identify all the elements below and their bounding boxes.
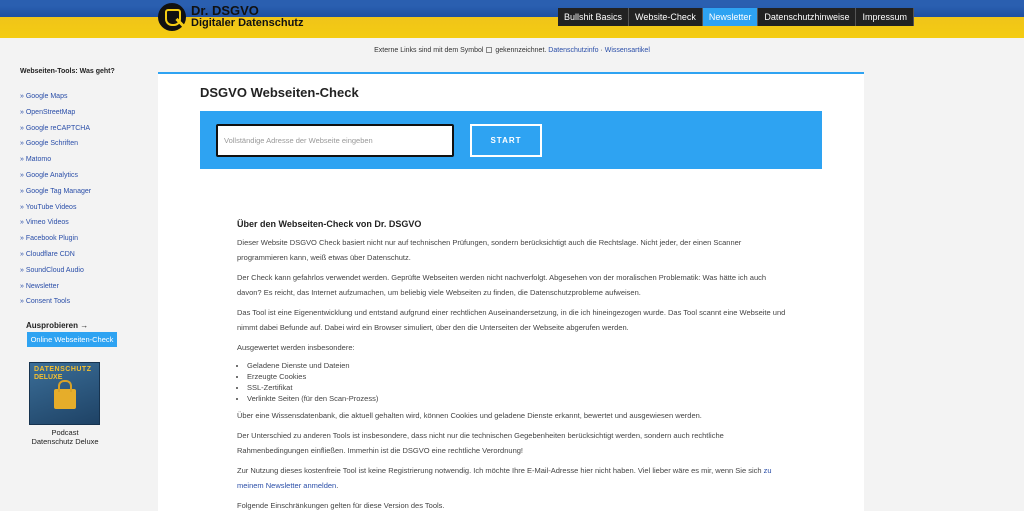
- sidebar-item-google-maps[interactable]: » Google Maps: [20, 93, 68, 100]
- podcast-cover-subtitle: DELUXE: [34, 374, 63, 381]
- paragraph-5: Über eine Wissensdatenbank, die aktuell gehalten wird, können Cookies und geladene Dienste erkannt, bewertet und ausgewiesen werden.: [237, 411, 702, 420]
- external-link-icon: [486, 47, 492, 53]
- external-link-notice: [0, 46, 1024, 54]
- nav-bullshit-basics[interactable]: Bullshit Basics: [558, 8, 629, 26]
- page-title: DSGVO Webseiten-Check: [200, 85, 359, 100]
- sidebar-heading: Webseiten-Tools: Was geht?: [20, 68, 115, 75]
- podcast-caption-line1: Podcast: [51, 428, 79, 437]
- start-button[interactable]: START: [470, 124, 542, 157]
- sidebar-tool-list: [20, 89, 140, 310]
- nav-datenschutzhinweise[interactable]: Datenschutzhinweise: [758, 8, 856, 26]
- sidebar-item-cloudflare-cdn[interactable]: » Cloudflare CDN: [20, 250, 75, 258]
- list-item: • SSL-Zertifikat: [247, 382, 787, 393]
- sidebar-item-google-analytics[interactable]: » Google Analytics: [20, 171, 78, 179]
- article-content: [237, 219, 787, 511]
- main-nav: [558, 8, 914, 26]
- list-item: • Geladene Dienste und Dateien: [247, 360, 787, 371]
- wissensartikel-link[interactable]: Wissensartikel: [604, 47, 650, 54]
- online-check-button[interactable]: Online Webseiten-Check: [27, 332, 117, 347]
- list-item: • Verlinkte Seiten (für den Scan-Prozess): [247, 393, 787, 404]
- padlock-icon: [54, 389, 76, 409]
- notice-text-2: gekennzeichnet.: [495, 47, 547, 54]
- nav-newsletter[interactable]: Newsletter: [703, 8, 759, 26]
- paragraph-8: Folgende Einschränkungen gelten für diese Version des Tools.: [237, 501, 445, 510]
- sidebar-item-soundcloud-audio[interactable]: » SoundCloud Audio: [20, 266, 84, 274]
- url-input[interactable]: [216, 124, 454, 157]
- podcast-caption-line2: Datenschutz Deluxe: [31, 437, 99, 446]
- magnifier-shield-icon: [158, 3, 186, 31]
- paragraph-7-end: .: [336, 481, 339, 490]
- paragraph-7: [237, 463, 787, 493]
- sidebar-item-youtube-videos[interactable]: » YouTube Videos: [20, 203, 77, 211]
- logo-title: Dr. DSGVO: [191, 3, 259, 18]
- sidebar-item-newsletter[interactable]: » Newsletter: [20, 282, 59, 290]
- podcast-cover[interactable]: [29, 362, 100, 425]
- sidebar-item-consent-tools[interactable]: » Consent Tools: [20, 298, 71, 306]
- notice-text: Externe Links sind mit dem Symbol: [374, 47, 484, 54]
- sidebar: [20, 68, 140, 310]
- datenschutzinfo-link[interactable]: Datenschutzinfo: [548, 47, 599, 54]
- sidebar-item-vimeo-videos[interactable]: » Vimeo Videos: [20, 219, 69, 227]
- list-item: • Erzeugte Cookies: [247, 371, 787, 382]
- nav-website-check[interactable]: Website-Check: [629, 8, 703, 26]
- sidebar-item-google-recaptcha[interactable]: » Google reCAPTCHA: [20, 124, 91, 132]
- paragraph-2: Der Check kann gefahrlos verwendet werden. Geprüfte Webseiten werden nicht nachverfolgt. Abgesehen von der moralischen Problematik: Was hätte ich auch davon? Es reicht, das Internet aufzumachen, um beliebig viele Webseiten zu finden, die Datenschutzprobleme aufweisen.: [237, 273, 767, 297]
- try-label: Ausprobieren →: [26, 321, 89, 330]
- sidebar-item-matomo[interactable]: » Matomo: [20, 156, 52, 164]
- site-logo[interactable]: [158, 3, 303, 31]
- paragraph-1: Dieser Website DSGVO Check basiert nicht nur auf technischen Prüfungen, sondern berücksichtigt auch die Rechtslage. Nicht jeder, der einen Scanner programmieren kann, weiß etwas über Datenschutz.: [237, 238, 742, 262]
- sidebar-item-google-schriften[interactable]: » Google Schriften: [20, 140, 78, 148]
- notice-separator: ·: [600, 47, 603, 54]
- sidebar-item-facebook-plugin[interactable]: » Facebook Plugin: [20, 235, 78, 243]
- podcast-cover-title: DATENSCHUTZ: [34, 366, 92, 373]
- paragraph-7-text: Zur Nutzung dieses kostenfreie Tool ist keine Registrierung notwendig. Ich möchte Ihre E-Mail-Adresse hier nicht haben. Viel lieber wäre es mir, wenn Sie sich: [237, 466, 762, 475]
- newsletter-signup-link[interactable]: zu meinem Newsletter anmelden: [237, 466, 772, 490]
- paragraph-3: Das Tool ist eine Eigenentwicklung und entstand aufgrund einer rechtlichen Auseinandersetzung, in die ich hineingezogen wurde. Das Tool scannt eine Webseite und nimmt dabei Befunde auf. Dabei wird ein Browser simuliert, über den die Unterseiten der Webseite abgerufen werden.: [237, 308, 786, 332]
- paragraph-6: Der Unterschied zu anderen Tools ist insbesondere, dass nicht nur die technischen Gegebenheiten berücksichtigt werden, sondern auch rechtliche Rahmenbedingungen einfließen. Immerhin ist die DSGVO eine rechtliche Verordnung!: [237, 431, 724, 455]
- paragraph-4: Ausgewertet werden insbesondere:: [237, 343, 355, 352]
- sidebar-item-openstreetmap[interactable]: » OpenStreetMap: [20, 108, 76, 116]
- article-heading: Über den Webseiten-Check von Dr. DSGVO: [237, 219, 422, 229]
- logo-subtitle: Digitaler Datenschutz: [191, 17, 304, 29]
- podcast-caption[interactable]: [20, 428, 110, 446]
- nav-impressum[interactable]: Impressum: [856, 8, 914, 26]
- evaluated-list: [247, 360, 787, 404]
- sidebar-item-google-tag-manager[interactable]: » Google Tag Manager: [20, 187, 92, 195]
